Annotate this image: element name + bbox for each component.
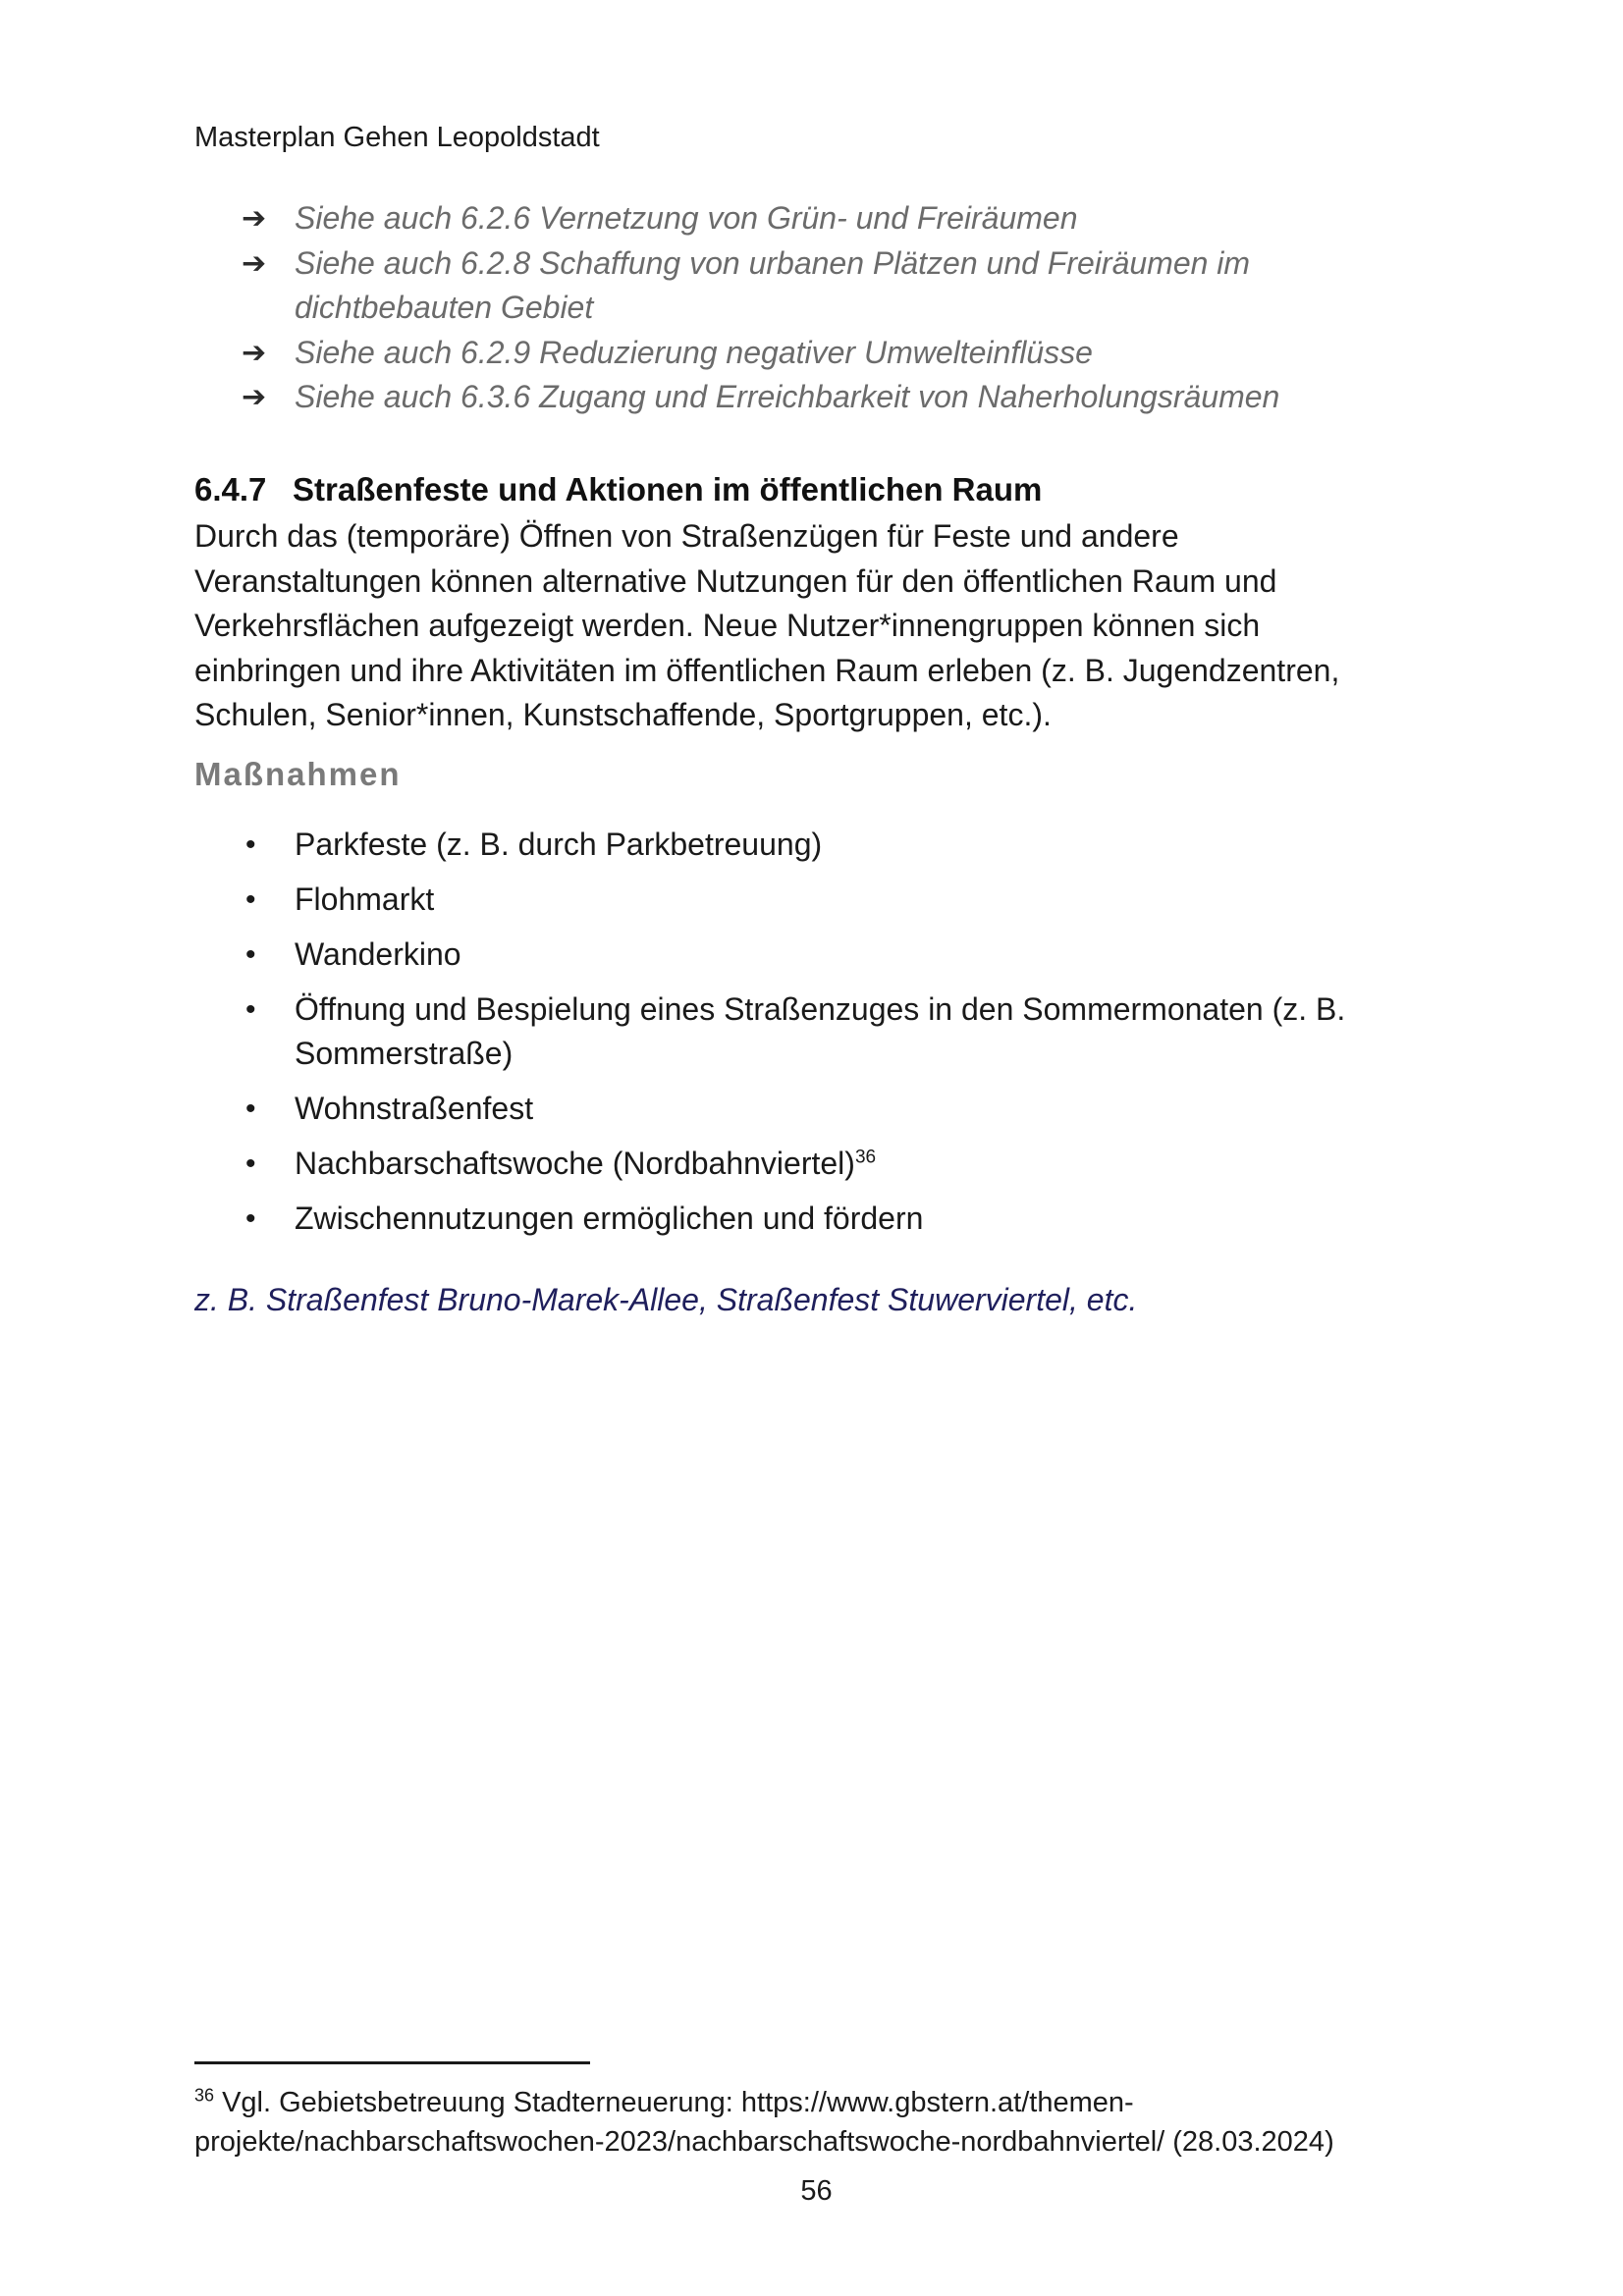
list-item-text: Nachbarschaftswoche (Nordbahnviertel) xyxy=(295,1146,855,1181)
see-also-list xyxy=(194,196,1392,420)
footnote-number: 36 xyxy=(194,2085,215,2106)
see-also-text: Siehe auch 6.2.6 Vernetzung von Grün- und Freiräumen xyxy=(295,200,1078,236)
see-also-item xyxy=(194,196,1392,241)
page-number: 56 xyxy=(800,2175,833,2207)
see-also-text: Siehe auch 6.2.9 Reduzierung negativer Umwelteinflüsse xyxy=(295,334,1093,370)
list-item xyxy=(194,1197,1412,1241)
see-also-item xyxy=(194,375,1392,420)
bullet-icon: • xyxy=(245,1202,256,1235)
footnote-reference[interactable]: 36 xyxy=(854,1147,877,1168)
see-also-text: Siehe auch 6.2.8 Schaffung von urbanen Plätzen und Freiräumen im dichtbebauten Gebiet xyxy=(295,244,1251,325)
list-item-text: Flohmarkt xyxy=(295,881,435,917)
list-item xyxy=(194,878,1412,922)
bullet-icon: • xyxy=(245,993,256,1026)
list-item xyxy=(194,1087,1412,1131)
page-header: Masterplan Gehen Leopoldstadt xyxy=(194,122,600,153)
bullet-icon: • xyxy=(245,938,256,971)
section-number: 6.4.7 xyxy=(194,471,267,507)
arrow-right-icon: ➔ xyxy=(242,336,267,369)
list-item-text: Wanderkino xyxy=(295,936,461,972)
list-item-text: Parkfeste (z. B. durch Parkbetreuung) xyxy=(295,827,823,862)
example-note: z. B. Straßenfest Bruno-Marek-Allee, Straßenfest Stuwerviertel, etc. xyxy=(194,1282,1138,1317)
arrow-right-icon: ➔ xyxy=(242,246,267,280)
arrow-right-icon: ➔ xyxy=(242,381,267,413)
footnote-text: Vgl. Gebietsbetreuung Stadterneuerung: https://www.gbstern.at/themen-projekte/nachbarschaftswochen-2023/nachbarschaftswoche-nordbahnviertel/ (28.03.2024) xyxy=(194,2087,1334,2158)
bullet-icon: • xyxy=(245,883,256,916)
see-also-item xyxy=(194,331,1392,376)
list-item xyxy=(194,823,1412,867)
see-also-text: Siehe auch 6.3.6 Zugang und Erreichbarkeit von Naherholungsräumen xyxy=(295,379,1280,414)
see-also-item xyxy=(194,241,1392,331)
arrow-right-icon: ➔ xyxy=(242,202,267,235)
list-item xyxy=(194,1142,1412,1186)
list-item xyxy=(194,988,1412,1076)
list-item-text: Zwischennutzungen ermöglichen und fördern xyxy=(295,1201,924,1236)
bullet-icon: • xyxy=(245,1148,256,1180)
section-heading xyxy=(194,471,1042,508)
list-item-text: Wohnstraßenfest xyxy=(295,1091,534,1126)
measures-list xyxy=(194,823,1412,1252)
footnote xyxy=(194,2083,1451,2162)
bullet-icon: • xyxy=(245,1093,256,1125)
measures-heading: Maßnahmen xyxy=(194,756,402,792)
footnote-divider xyxy=(194,2061,590,2064)
bullet-icon: • xyxy=(245,828,256,861)
list-item-text: Öffnung und Bespielung eines Straßenzuges in den Sommermonaten (z. B. Sommerstraße) xyxy=(295,991,1346,1071)
section-body: Durch das (temporäre) Öffnen von Straßenzügen für Feste und andere Veranstaltungen können alternative Nutzungen für den öffentlichen Raum und Verkehrsflächen aufgezeigt werden. Neue Nutzer*innengruppen können sich einbringen und ihre Aktivitäten im öffentlichen Raum erleben (z. B. Jugendzentren, Schulen, Senior*innen, Kunstschaffende, Sportgruppen, etc.). xyxy=(194,518,1340,732)
section-title: Straßenfeste und Aktionen im öffentlichen Raum xyxy=(293,471,1043,507)
list-item xyxy=(194,933,1412,977)
